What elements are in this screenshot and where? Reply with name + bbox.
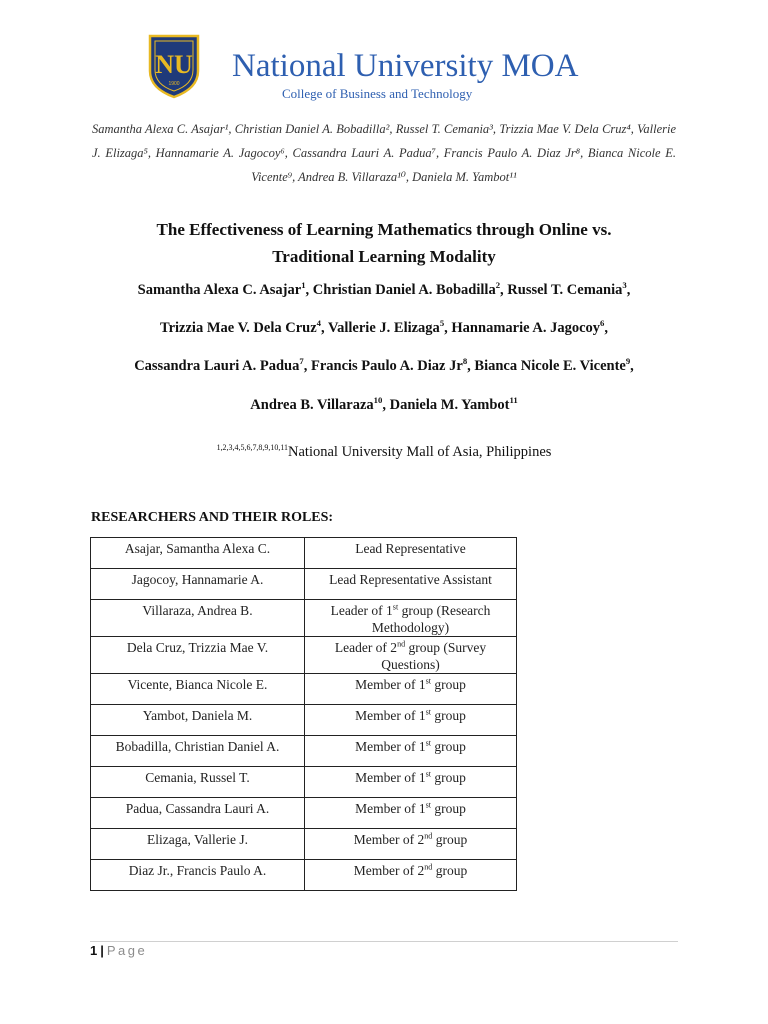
role-text: Member of 1	[355, 770, 426, 785]
table-row	[91, 674, 517, 705]
role-text-suffix: group	[431, 708, 466, 723]
researcher-name: Asajar, Samantha Alexa C.	[91, 538, 305, 569]
table-row	[91, 767, 517, 798]
role-text: Member of 1	[355, 708, 426, 723]
researcher-name: Jagocoy, Hannamarie A.	[91, 569, 305, 600]
author-name: Hannamarie A. Jagocoy	[451, 320, 601, 336]
researcher-name: Elizaga, Vallerie J.	[91, 829, 305, 860]
author-sep: ,	[382, 397, 390, 413]
role-ordinal: st	[425, 676, 431, 686]
author-name: Samantha Alexa C. Asajar	[137, 282, 302, 298]
table-row	[91, 637, 517, 674]
author-name: Vallerie J. Elizaga	[327, 320, 440, 336]
role-ordinal: nd	[397, 639, 406, 649]
author-sep: ,	[626, 282, 631, 298]
roles-table	[90, 537, 517, 891]
researcher-role	[305, 674, 517, 705]
author-name: Trizzia Mae V. Dela Cruz	[160, 320, 317, 336]
paper-title-line-1: The Effectiveness of Learning Mathematics through Online vs.	[156, 220, 612, 239]
author-sep: ,	[305, 282, 313, 298]
researcher-role	[305, 767, 517, 798]
role-text: Member of 2	[353, 863, 425, 878]
author-sep: ,	[630, 358, 634, 374]
table-row	[91, 538, 517, 569]
role-text: Lead Representative	[355, 541, 466, 556]
role-ordinal: nd	[424, 831, 433, 841]
researcher-name: Diaz Jr., Francis Paulo A.	[91, 860, 305, 891]
role-text-suffix: group	[431, 739, 466, 754]
role-ordinal: st	[425, 769, 431, 779]
role-text-suffix: group	[432, 832, 468, 847]
page-label: Page	[106, 943, 148, 958]
role-text-suffix: group	[431, 770, 466, 785]
author-sup: 4	[316, 318, 321, 329]
researcher-role	[305, 860, 517, 891]
affiliation-text: National University Mall of Asia, Philippines	[288, 444, 552, 460]
author-sup: 3	[622, 280, 627, 291]
researcher-name: Padua, Cassandra Lauri A.	[91, 798, 305, 829]
author-name: Francis Paulo A. Diaz Jr	[310, 358, 463, 374]
researcher-name: Bobadilla, Christian Daniel A.	[91, 736, 305, 767]
author-sep: ,	[500, 282, 508, 298]
table-row	[91, 705, 517, 736]
role-text: Leader of 1	[330, 603, 393, 618]
table-row	[91, 798, 517, 829]
role-text: Member of 2	[353, 832, 425, 847]
page-footer	[90, 943, 147, 958]
author-sep: ,	[444, 320, 452, 336]
affiliation	[60, 444, 708, 461]
author-sup: 2	[495, 280, 501, 291]
affiliation-sup: 1,2,3,4,5,6,7,8,9,10,11	[216, 443, 289, 453]
university-name: National University MOA	[232, 48, 579, 84]
role-text-suffix: group	[432, 863, 468, 878]
role-text: Leader of 2	[334, 640, 398, 655]
author-list-line	[60, 358, 708, 375]
researcher-role	[305, 600, 517, 637]
author-name: Andrea B. Villaraza	[250, 397, 374, 413]
researcher-name: Dela Cruz, Trizzia Mae V.	[91, 637, 305, 674]
author-sup: 10	[373, 395, 383, 406]
table-row	[91, 600, 517, 637]
researcher-name: Cemania, Russel T.	[91, 767, 305, 798]
role-text-suffix: group (Research Methodology)	[371, 603, 491, 635]
author-list-line	[60, 397, 708, 414]
page-separator: |	[100, 943, 104, 958]
role-ordinal: nd	[424, 862, 433, 872]
author-sup: 7	[299, 356, 304, 367]
author-sup: 5	[439, 318, 445, 329]
table-row	[91, 736, 517, 767]
paper-title-line-2: Traditional Learning Modality	[272, 247, 496, 266]
author-sup: 9	[625, 356, 631, 367]
role-text: Member of 1	[355, 801, 426, 816]
researcher-role	[305, 829, 517, 860]
role-text: Member of 1	[355, 677, 426, 692]
role-ordinal: st	[425, 738, 431, 748]
researcher-role	[305, 637, 517, 674]
table-row	[91, 860, 517, 891]
role-text-suffix: group (Survey Questions)	[381, 640, 487, 672]
researcher-role	[305, 538, 517, 569]
author-sep: ,	[467, 358, 475, 374]
college-name: College of Business and Technology	[282, 86, 473, 101]
researcher-name: Villaraza, Andrea B.	[91, 600, 305, 637]
researcher-role	[305, 798, 517, 829]
footer-divider	[90, 941, 678, 942]
author-name: Bianca Nicole E. Vicente	[474, 358, 626, 374]
role-text: Lead Representative Assistant	[329, 572, 492, 587]
role-text: Member of 1	[355, 739, 426, 754]
researcher-role	[305, 569, 517, 600]
author-name: Cassandra Lauri A. Padua	[134, 358, 300, 374]
role-text-suffix: group	[431, 801, 466, 816]
author-sep: ,	[320, 320, 328, 336]
role-text-suffix: group	[431, 677, 466, 692]
authors-byline: Samantha Alexa C. Asajar¹, Christian Daniel A. Bobadilla², Russel T. Cemania³, Trizzia Mae V. Dela Cruz⁴, Vallerie J. Elizaga⁵, Hannamarie A. Jagocoy⁶, Cassandra Lauri A. Padua⁷, Francis Paulo A. Diaz Jr⁸, Bianca Nicole E. Vicente⁹, Andrea B. Villaraza¹⁰, Daniela M. Yambot¹¹	[92, 122, 676, 184]
author-sup: 8	[462, 356, 468, 367]
researcher-role	[305, 736, 517, 767]
role-ordinal: st	[425, 800, 431, 810]
author-name: Christian Daniel A. Bobadilla	[312, 282, 496, 298]
author-list-line	[60, 320, 708, 337]
table-row	[91, 569, 517, 600]
author-sup: 11	[509, 395, 518, 406]
table-row	[91, 829, 517, 860]
author-name: Daniela M. Yambot	[389, 397, 510, 413]
page-number: 1	[90, 943, 98, 958]
role-ordinal: st	[392, 602, 399, 612]
logo-year: 1900	[168, 81, 180, 87]
researcher-name: Yambot, Daniela M.	[91, 705, 305, 736]
roles-heading: RESEARCHERS AND THEIR ROLES:	[91, 510, 334, 525]
author-sup: 1	[301, 280, 306, 291]
author-list-line	[60, 282, 708, 299]
logo-letters: NU	[155, 50, 193, 79]
author-sup: 6	[600, 318, 605, 329]
author-name: Russel T. Cemania	[507, 282, 623, 298]
researcher-role	[305, 705, 517, 736]
researcher-name: Vicente, Bianca Nicole E.	[91, 674, 305, 705]
author-sep: ,	[303, 358, 311, 374]
role-ordinal: st	[425, 707, 431, 717]
author-sep: ,	[604, 320, 608, 336]
university-logo	[147, 33, 201, 99]
